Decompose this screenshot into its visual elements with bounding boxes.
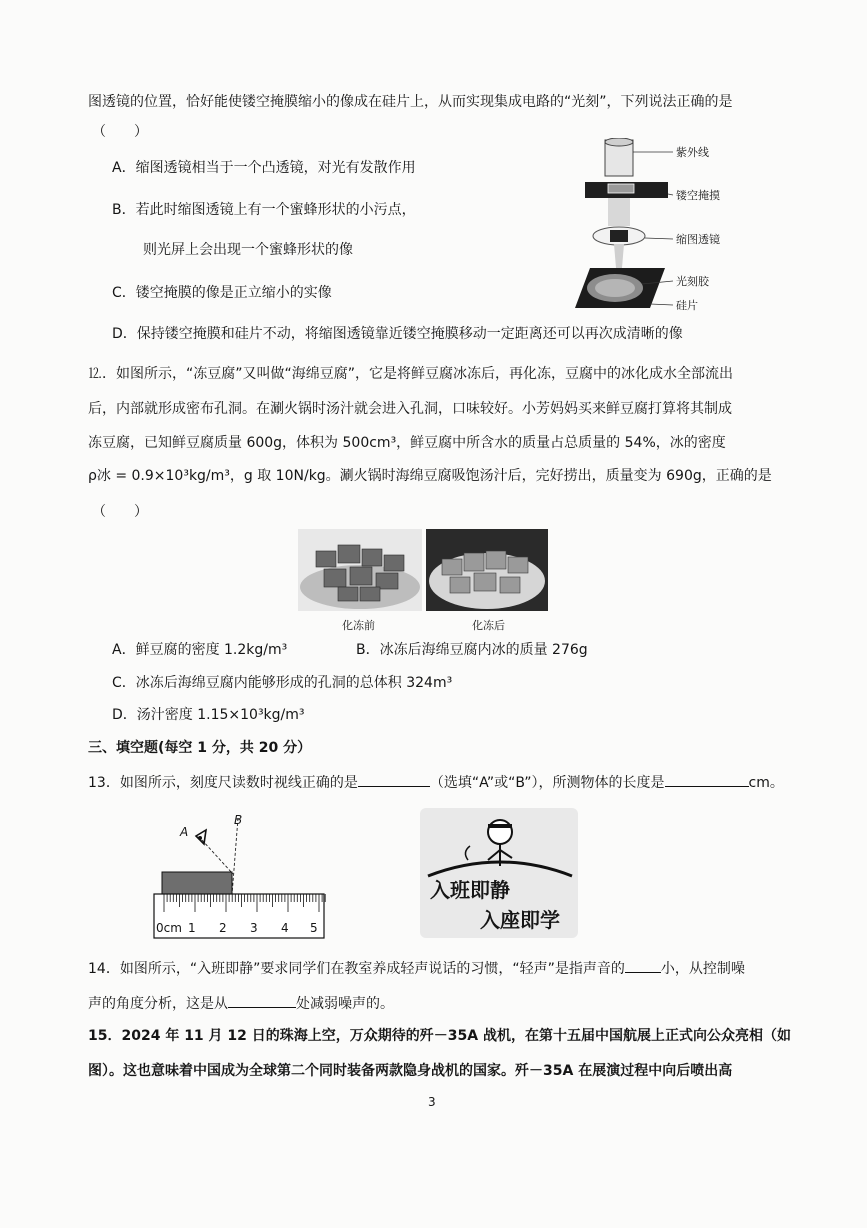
- label-mask: 镂空掩摸: [676, 189, 720, 202]
- q12-answer-paren: （ ）: [92, 504, 148, 520]
- q11-option-b-line2: 则光屏上会出现一个蜜蜂形状的像: [143, 242, 353, 258]
- q15-line1: 15．2024 年 11 月 12 日的珠海上空，万众期待的歼－35A 战机，在第十五届中国航展上正式向公众亮相（如: [88, 1028, 791, 1044]
- ruler-diagram: [150, 800, 330, 942]
- label-photoresist: 光刻胶: [676, 275, 709, 288]
- q12-option-d: D．汤汁密度 1.15×10³kg/m³: [112, 707, 305, 723]
- q13-part1: 13．如图所示，刻度尺读数时视线正确的是: [88, 775, 358, 791]
- label-silicon-wafer: 硅片: [676, 299, 698, 312]
- ruler-label-3: 3: [250, 921, 258, 935]
- q11-option-a: A．缩图透镜相当于一个凸透镜，对光有发散作用: [112, 160, 416, 176]
- q14-line1-part2: 小，从控制噪: [660, 961, 745, 977]
- q14-blank-2[interactable]: [228, 993, 296, 1008]
- q11-answer-paren: （ ）: [92, 124, 148, 140]
- q14-line2-part2: 处减弱噪声的。: [296, 996, 394, 1012]
- frozen-tofu-photo: [426, 529, 548, 611]
- q12-option-c: C．冰冻后海绵豆腐内能够形成的孔洞的总体积 324m³: [112, 675, 453, 691]
- q11-intro: 图透镜的位置，恰好能使镂空掩膜缩小的像成在硅片上，从而实现集成电路的“光刻”，下列说法正确的是: [88, 94, 733, 110]
- label-reduction-lens: 缩图透镜: [676, 233, 720, 246]
- q14-blank-1[interactable]: [625, 958, 661, 973]
- section-3-title: 三、填空题(每空 1 分，共 20 分）: [88, 740, 312, 756]
- q12-line4: ρ冰 = 0.9×10³kg/m³，g 取 10N/kg。涮火锅时海绵豆腐吸饱汤汁后，完好捞出，质量变为 690g，正确的是: [88, 468, 772, 484]
- q13-text: [88, 772, 784, 793]
- q13-blank-2[interactable]: [665, 772, 749, 787]
- ruler-label-2: 2: [219, 921, 227, 935]
- q14-line1-part1: 14．如图所示，“入班即静”要求同学们在教室养成轻声说话的习惯，“轻声”是指声音的: [88, 961, 625, 977]
- caption-before-thaw: 化冻前: [342, 619, 375, 632]
- q15-line2: 图）。这也意味着中国成为全球第二个同时装备两款隐身战机的国家。歼－35A 在展演过程中向后喷出高: [88, 1063, 733, 1079]
- q12-option-b: B．冰冻后海绵豆腐内冰的质量 276g: [356, 642, 588, 658]
- eye-label-a: A: [180, 825, 189, 839]
- page-number: 3: [428, 1095, 436, 1109]
- sign-text-line2: 入座即学: [480, 908, 560, 932]
- q12-line3: 冻豆腐，已知鲜豆腐质量 600g，体积为 500cm³，鲜豆腐中所含水的质量占总质量的 54%，冰的密度: [88, 435, 726, 451]
- q12-option-a: A．鲜豆腐的密度 1.2kg/m³: [112, 642, 288, 658]
- q13-blank-1[interactable]: [358, 772, 430, 787]
- q11-option-c: C．镂空掩膜的像是正立缩小的实像: [112, 285, 332, 301]
- label-uv-light: 紫外线: [676, 146, 709, 159]
- ruler-label-0: 0cm: [156, 921, 182, 935]
- sign-text-line1: 入班即静: [430, 878, 510, 902]
- fresh-tofu-photo: [298, 529, 422, 611]
- ruler-label-1: 1: [188, 921, 196, 935]
- q11-option-b-line1: B．若此时缩图透镜上有一个蜜蜂形状的小污点，: [112, 202, 416, 218]
- q14-line2: [88, 993, 394, 1014]
- eye-label-b: B: [234, 813, 243, 827]
- ruler-label-5: 5: [310, 921, 318, 935]
- q12-line2: 后，内部就形成密布孔洞。在涮火锅时汤汁就会进入孔洞，口味较好。小芳妈妈买来鲜豆腐打算将其制成: [88, 401, 732, 417]
- q13-part3: cm。: [748, 775, 784, 791]
- lithography-diagram: [570, 138, 740, 318]
- ruler-label-4: 4: [281, 921, 289, 935]
- q11-option-d: D．保持镂空掩膜和硅片不动，将缩图透镜靠近镂空掩膜移动一定距离还可以再次成清晰的像: [112, 326, 683, 342]
- caption-after-thaw: 化冻后: [472, 619, 505, 632]
- q12-line1: ⒓．如图所示，“冻豆腐”又叫做“海绵豆腐”，它是将鲜豆腐冰冻后，再化冻，豆腐中的冰化成水全部流出: [88, 366, 734, 382]
- q14-line1: [88, 958, 745, 979]
- quiet-sign-illustration: [420, 808, 578, 938]
- q14-line2-part1: 声的角度分析，这是从: [88, 996, 228, 1012]
- q13-part2: （选填“A”或“B”），所测物体的长度是: [429, 775, 665, 791]
